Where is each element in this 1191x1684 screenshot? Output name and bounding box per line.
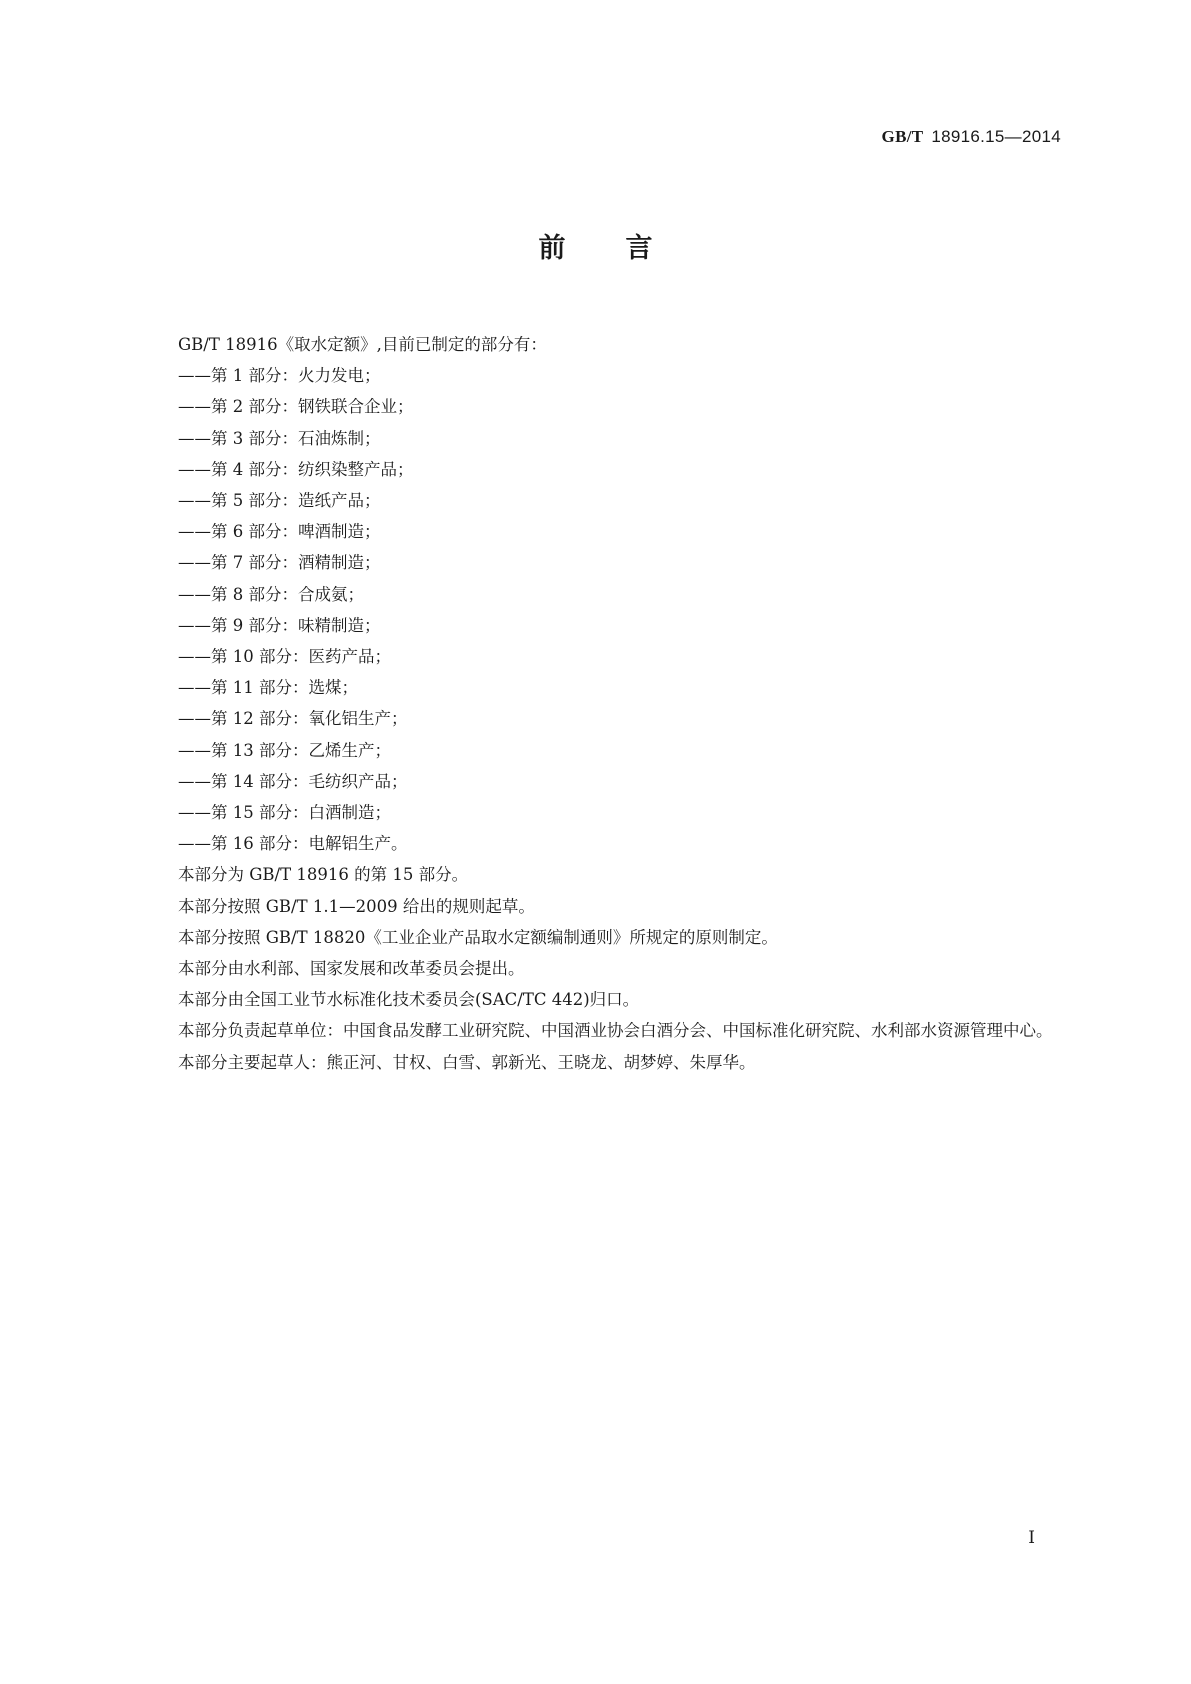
list-item: ——第 10 部分：医药产品； (178, 647, 391, 667)
intro-paragraph: GB/T 18916《取水定额》,目前已制定的部分有： (178, 335, 547, 354)
standard-code-prefix: GB/T (881, 127, 924, 146)
statement-paragraph: 本部分由全国工业节水标准化技术委员会(SAC/TC 442)归口。 (178, 990, 640, 1010)
page-title (0, 226, 1191, 265)
list-item: ——第 7 部分：酒精制造； (178, 553, 381, 573)
page-title-part1: 前 (538, 233, 566, 264)
list-item: ——第 14 部分：毛纺织产品； (178, 771, 408, 791)
list-item: ——第 15 部分：白酒制造； (178, 803, 391, 823)
list-item: ——第 6 部分：啤酒制造； (178, 522, 381, 542)
list-item: ——第 4 部分：纺织染整产品； (178, 459, 414, 479)
list-item: ——第 2 部分：钢铁联合企业； (178, 397, 414, 417)
list-item: ——第 9 部分：味精制造； (178, 615, 381, 635)
list-item: ——第 11 部分：选煤； (178, 678, 358, 698)
standard-code (882, 127, 1061, 147)
list-item: ——第 13 部分：乙烯生产； (178, 740, 391, 760)
list-item: ——第 16 部分：电解铝生产。 (178, 834, 408, 854)
standard-code-number: 18916.15—2014 (931, 127, 1061, 146)
list-item: ——第 5 部分：造纸产品； (178, 491, 381, 511)
list-item: ——第 12 部分：氧化铝生产； (178, 709, 408, 729)
list-item: ——第 8 部分：合成氨； (178, 584, 364, 604)
statement-paragraph: 本部分为 GB/T 18916 的第 15 部分。 (178, 865, 469, 885)
drafting-units-paragraph: 本部分负责起草单位：中国食品发酵工业研究院、中国酒业协会白酒分会、中国标准化研究院、水利部水资源管理中心。 (178, 1021, 1053, 1041)
list-item: ——第 3 部分：石油炼制； (178, 428, 381, 448)
statement-paragraph: 本部分由水利部、国家发展和改革委员会提出。 (178, 959, 525, 979)
drafters-paragraph: 本部分主要起草人：熊正河、甘权、白雪、郭新光、王晓龙、胡梦婷、朱厚华。 (178, 1052, 756, 1072)
statement-paragraph: 本部分按照 GB/T 18820《工业企业产品取水定额编制通则》所规定的原则制定。 (178, 927, 778, 947)
statement-paragraph: 本部分按照 GB/T 1.1—2009 给出的规则起草。 (178, 896, 535, 916)
page-number: I (1028, 1528, 1035, 1548)
page-title-part2: 言 (625, 233, 653, 264)
list-item: ——第 1 部分：火力发电； (178, 366, 381, 386)
parts-list (148, 360, 1068, 859)
foreword-body (148, 329, 1068, 1078)
